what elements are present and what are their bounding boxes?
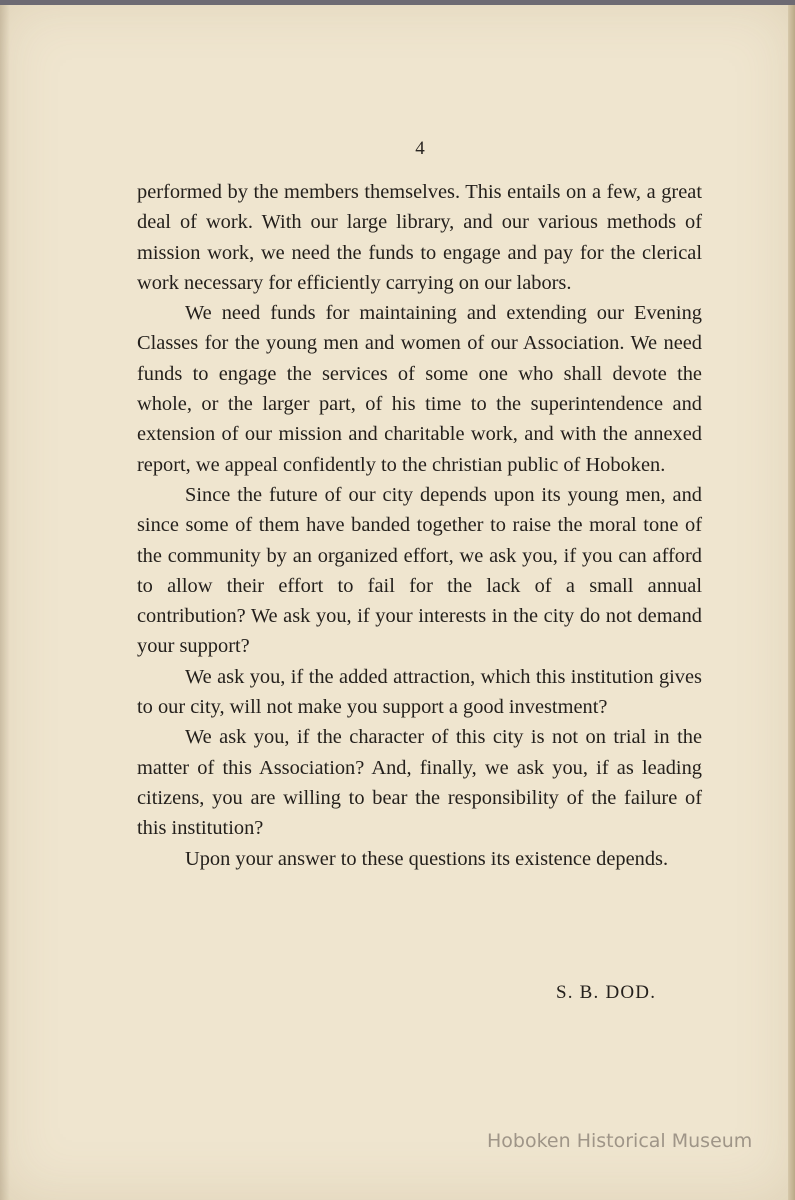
page-gutter-shadow: [0, 5, 10, 1200]
signature: S. B. DOD.: [556, 982, 657, 1003]
paragraph-young-men: Since the future of our city depends upon its young men, and since some of them have banded together to raise the moral tone of the community by an organized effort, we ask you, if you can afford to allow their effort to fail for the lack of a small annual contribution? We ask you, if your interests in the city do not demand your support?: [137, 483, 702, 658]
body-text: [137, 177, 702, 874]
paragraph-character: We ask you, if the character of this city is not on trial in the matter of this Association? And, finally, we ask you, if as leading citizens, you are willing to bear the responsibility of the failure of this institution?: [137, 726, 702, 840]
paragraph-funds: We need funds for maintaining and extending our Evening Classes for the young men and women of our Association. We need funds to engage the services of some one who shall devote the whole, or the larger part, of his time to the superintendence and extension of our mission and charitable work, and with the annexed report, we appeal confidently to the christian public of Hoboken.: [137, 302, 702, 476]
scan-top-edge: [0, 0, 795, 5]
page-right-edge: [788, 5, 795, 1200]
paragraph-continuation: performed by the members themselves. This entails on a few, a great deal of work. With our large library, and our various methods of mission work, we need the funds to engage and pay for the clerical work necessary for efficiently carrying on our labors.: [137, 181, 702, 294]
museum-watermark: Hoboken Historical Museum: [487, 1130, 753, 1152]
paragraph-answer: Upon your answer to these questions its existence depends.: [185, 847, 669, 870]
page-number: 4: [415, 138, 425, 159]
paragraph-attraction: We ask you, if the added attraction, which this institution gives to our city, will not make you support a good investment?: [137, 665, 702, 719]
